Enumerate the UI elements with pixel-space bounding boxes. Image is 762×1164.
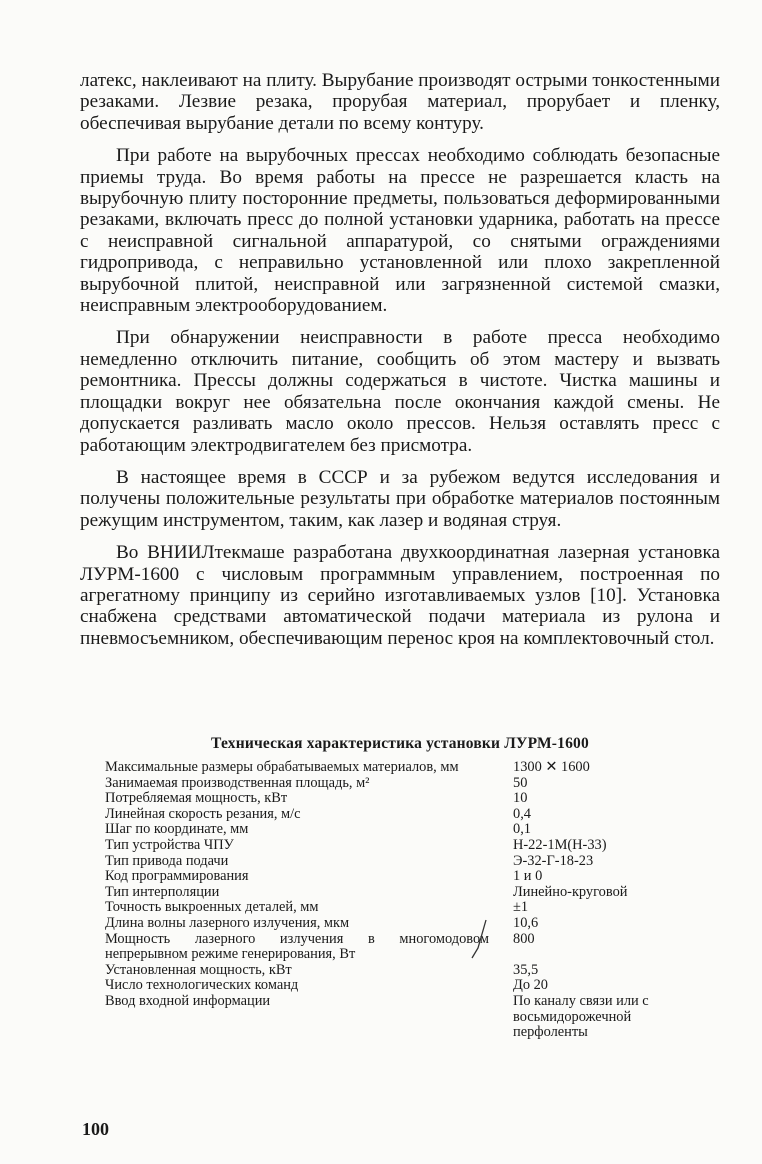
spec-label: Код программирования bbox=[105, 868, 249, 885]
table-title: Техническая характеристика установки ЛУРМ-1600 bbox=[211, 735, 589, 752]
spec-table bbox=[105, 760, 695, 1041]
spec-row bbox=[105, 900, 695, 916]
spec-value: Э-32-Г-18-23 bbox=[513, 852, 594, 869]
spec-label: Установленная мощность, кВт bbox=[105, 961, 292, 978]
pencil-mark-icon bbox=[462, 918, 492, 960]
spec-row bbox=[105, 994, 695, 1041]
spec-label: Ввод входной информации bbox=[105, 992, 271, 1009]
spec-row bbox=[105, 869, 695, 885]
spec-label: Линейная скорость резания, м/с bbox=[105, 805, 301, 822]
paragraph: латекс, наклеивают на плиту. Вырубание производят острыми тонкостенными резаками. Лезвие резака, прорубая материал, прорубает и пленку, обеспечивая вырубание детали по всему контуру. bbox=[80, 70, 720, 134]
spec-value: По каналу связи или с восьмидорожечной перфоленты bbox=[513, 992, 649, 1041]
spec-value: 0,1 bbox=[513, 821, 531, 838]
spec-label: Шаг по координате, мм bbox=[105, 821, 249, 838]
spec-row bbox=[105, 791, 695, 807]
paragraph: При работе на вырубочных прессах необходимо соблюдать безопасные приемы труда. Во время работы на прессе не разрешается класть на вырубочную плиту посторонние предметы, пользоваться деформированными резаками, включать пресс до полной установки ударника, работать на прессе с неисправной сигнальной аппаратурой, со снятыми ограждениями гидропривода, с неправильно установленной или плохо закрепленной вырубочной плитой, неисправной или загрязненной системой смазки, неисправным электрооборудованием. bbox=[80, 145, 720, 317]
spec-value: 1 и 0 bbox=[513, 868, 543, 885]
spec-value: До 20 bbox=[513, 977, 548, 994]
spec-row bbox=[105, 807, 695, 823]
spec-row bbox=[105, 760, 695, 776]
paragraph: При обнаружении неисправности в работе пресса необходимо немедленно отключить питание, сообщить об этом мастеру и вызвать ремонтника. Прессы должны содержаться в чистоте. Чистка машины и площадки вокруг нее обязательна после окончания каждой смены. Не допускается разливать масло около прессов. Нельзя оставлять пресс с работающим электродвигателем без присмотра. bbox=[80, 327, 720, 456]
spec-row bbox=[105, 822, 695, 838]
spec-value: Н-22-1М(Н-33) bbox=[513, 836, 607, 853]
page-number: 100 bbox=[82, 1119, 109, 1139]
spec-label: Максимальные размеры обрабатываемых материалов, мм bbox=[105, 759, 459, 775]
spec-row bbox=[105, 978, 695, 994]
spec-value: 1300 ✕ 1600 bbox=[513, 759, 590, 775]
spec-label: Точность выкроенных деталей, мм bbox=[105, 899, 319, 916]
spec-value: 800 bbox=[513, 930, 535, 947]
spec-label: Тип интерполяции bbox=[105, 883, 220, 900]
spec-label: Мощность лазерного излучения в многомодовом непрерывном режиме генерирования, Вт bbox=[105, 930, 489, 963]
paragraph: Во ВНИИЛтекмаше разработана двухкоординатная лазерная установка ЛУРМ-1600 с числовым программным управлением, построенная по агрегатному принципу из серийно изготавливаемых узлов [10]. Установка снабжена средствами автоматической подачи материала из рулона и пневмосъемником, обеспечивающим перенос кроя на комплектовочный стол. bbox=[80, 542, 720, 649]
spec-label: Потребляемая мощность, кВт bbox=[105, 790, 288, 807]
spec-label: Занимаемая производственная площадь, м² bbox=[105, 774, 370, 791]
spec-label: Тип устройства ЧПУ bbox=[105, 836, 234, 853]
body-text bbox=[80, 70, 720, 660]
spec-value: Линейно-круговой bbox=[513, 883, 628, 900]
spec-label: Число технологических команд bbox=[105, 977, 299, 994]
spec-value: 0,4 bbox=[513, 805, 531, 822]
spec-row bbox=[105, 932, 695, 963]
spec-row bbox=[105, 776, 695, 792]
spec-value: 10 bbox=[513, 790, 528, 807]
spec-value: ±1 bbox=[513, 899, 529, 916]
spec-value: 10,6 bbox=[513, 914, 539, 931]
spec-label: Тип привода подачи bbox=[105, 852, 229, 869]
paragraph: В настоящее время в СССР и за рубежом ведутся исследования и получены положительные результаты при обработке материалов постоянным режущим инструментом, таким, как лазер и водяная струя. bbox=[80, 466, 720, 531]
spec-value: 50 bbox=[513, 774, 528, 791]
spec-row bbox=[105, 885, 695, 901]
spec-row bbox=[105, 916, 695, 932]
spec-row bbox=[105, 838, 695, 854]
spec-label: Длина волны лазерного излучения, мкм bbox=[105, 914, 350, 931]
spec-value: 35,5 bbox=[513, 961, 539, 978]
spec-row bbox=[105, 854, 695, 870]
spec-row bbox=[105, 963, 695, 979]
